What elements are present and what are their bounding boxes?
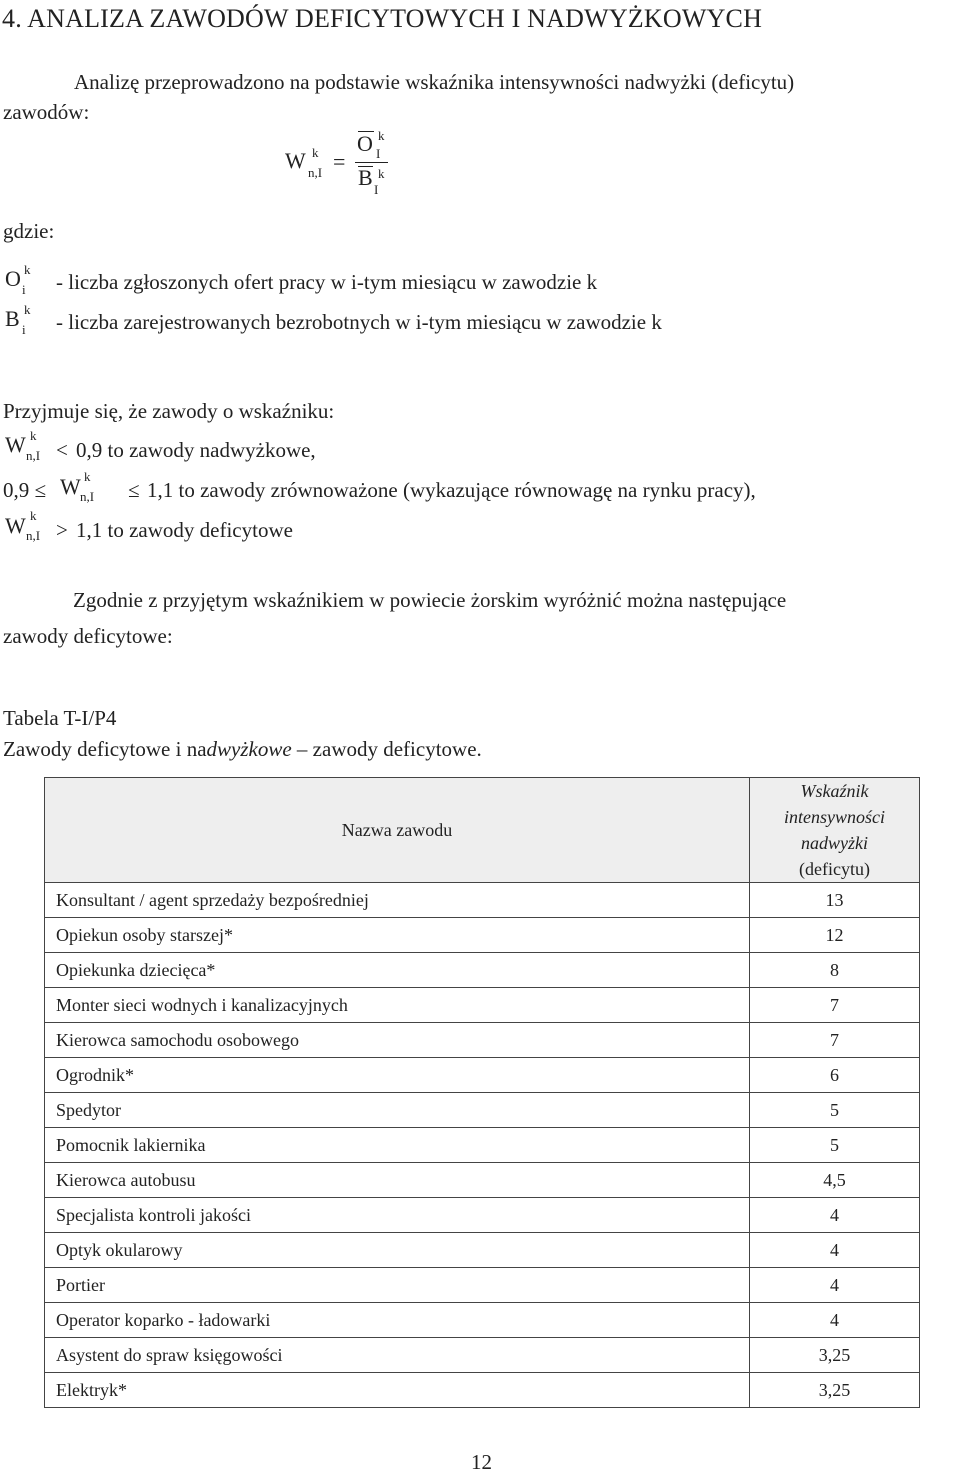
conclusion-text-continued: zawody deficytowe: bbox=[3, 624, 173, 648]
intro-text-continued: zawodów: bbox=[3, 100, 90, 124]
condition-subscript: n,I bbox=[26, 528, 41, 543]
index-value: 4 bbox=[750, 1233, 920, 1268]
occupation-name: Kierowca samochodu osobowego bbox=[45, 1023, 750, 1058]
condition-symbol: W bbox=[5, 432, 26, 457]
definition-text: - liczba zarejestrowanych bezrobotnych w i-tym miesiącu w zawodzie k bbox=[56, 310, 662, 334]
column-header-index-line: nadwyżki bbox=[801, 833, 868, 853]
formula-lhs-symbol: W bbox=[285, 148, 306, 173]
index-value: 12 bbox=[750, 918, 920, 953]
conclusion-text: Zgodnie z przyjętym wskaźnikiem w powiecie żorskim wyróżnić można następujące bbox=[73, 588, 787, 612]
formula-equals: = bbox=[333, 149, 346, 174]
gdzie-label: gdzie: bbox=[3, 219, 55, 243]
formula-numerator-subscript: I bbox=[376, 146, 381, 161]
occupation-name: Specjalista kontroli jakości bbox=[45, 1198, 750, 1233]
occupation-name: Konsultant / agent sprzedaży bezpośredniej bbox=[45, 883, 750, 918]
condition-text: 1,1 to zawody deficytowe bbox=[76, 518, 293, 542]
definition-superscript: k bbox=[24, 302, 31, 317]
definition-subscript: i bbox=[22, 282, 26, 297]
index-value: 13 bbox=[750, 883, 920, 918]
condition-subscript: n,I bbox=[26, 448, 41, 463]
index-value: 4 bbox=[750, 1198, 920, 1233]
condition-text: 1,1 to zawody zrównoważone (wykazujące równowagę na rynku pracy), bbox=[147, 478, 756, 502]
formula-denominator-bar bbox=[358, 166, 373, 167]
formula-fraction-line bbox=[355, 162, 388, 163]
intro-text: Analizę przeprowadzono na podstawie wskaźnika intensywności nadwyżki (deficytu) bbox=[74, 70, 795, 94]
condition-superscript: k bbox=[84, 469, 91, 484]
condition-superscript: k bbox=[30, 508, 37, 523]
condition-operator: < bbox=[56, 438, 68, 462]
definition-subscript: i bbox=[22, 322, 26, 337]
column-header-name: Nazwa zawodu bbox=[45, 778, 750, 883]
column-header-index-last: (deficytu) bbox=[799, 859, 870, 879]
column-header-index-line: Wskaźnik bbox=[800, 781, 869, 801]
occupation-name: Portier bbox=[45, 1268, 750, 1303]
occupation-name: Opiekunka dziecięca* bbox=[45, 953, 750, 988]
condition-symbol: W bbox=[5, 513, 26, 538]
table-row bbox=[45, 1303, 920, 1338]
formula-numerator-bar bbox=[358, 131, 374, 132]
table-row bbox=[45, 953, 920, 988]
table-caption bbox=[3, 737, 482, 762]
table-label: Tabela T-I/P4 bbox=[3, 706, 117, 730]
table-row bbox=[45, 1233, 920, 1268]
occupation-name: Opiekun osoby starszej* bbox=[45, 918, 750, 953]
table-row bbox=[45, 1198, 920, 1233]
table-row bbox=[45, 1023, 920, 1058]
occupation-name: Optyk okularowy bbox=[45, 1233, 750, 1268]
condition-text: 0,9 to zawody nadwyżkowe, bbox=[76, 438, 316, 462]
occupation-name: Spedytor bbox=[45, 1093, 750, 1128]
table-caption-part: Zawody deficytowe i na bbox=[3, 737, 207, 761]
condition-operator: > bbox=[56, 518, 68, 542]
definition-superscript: k bbox=[24, 262, 31, 277]
table-row bbox=[45, 918, 920, 953]
table-row bbox=[45, 1128, 920, 1163]
occupation-name: Asystent do spraw księgowości bbox=[45, 1338, 750, 1373]
index-value: 3,25 bbox=[750, 1373, 920, 1408]
definition-symbol: O bbox=[5, 266, 21, 291]
definition-symbol: B bbox=[5, 306, 20, 331]
occupation-name: Ogrodnik* bbox=[45, 1058, 750, 1093]
index-value: 8 bbox=[750, 953, 920, 988]
index-value: 7 bbox=[750, 988, 920, 1023]
page-number: 12 bbox=[471, 1450, 492, 1474]
formula-lhs-superscript: k bbox=[312, 145, 319, 160]
formula-denominator-subscript: I bbox=[374, 182, 379, 197]
index-value: 3,25 bbox=[750, 1338, 920, 1373]
table-row bbox=[45, 1163, 920, 1198]
formula-denominator-superscript: k bbox=[378, 166, 385, 181]
column-header-index-line: intensywności bbox=[784, 807, 885, 827]
formula-lhs-subscript: n,I bbox=[308, 165, 323, 180]
condition-symbol: W bbox=[60, 474, 81, 499]
table-row bbox=[45, 1058, 920, 1093]
table-caption-italic-part: dwyżkowe bbox=[206, 737, 292, 761]
occupation-name: Elektryk* bbox=[45, 1373, 750, 1408]
table-row bbox=[45, 988, 920, 1023]
section-heading: 4. ANALIZA ZAWODÓW DEFICYTOWYCH I NADWYŻKOWYCH bbox=[2, 4, 763, 33]
index-value: 4 bbox=[750, 1303, 920, 1338]
condition-operator: ≤ bbox=[128, 478, 140, 502]
formula-numerator-symbol: O bbox=[357, 131, 373, 156]
table-row bbox=[45, 1373, 920, 1408]
deficit-occupations-table bbox=[44, 777, 920, 1408]
occupation-name: Operator koparko - ładowarki bbox=[45, 1303, 750, 1338]
index-value: 6 bbox=[750, 1058, 920, 1093]
occupation-name: Pomocnik lakiernika bbox=[45, 1128, 750, 1163]
index-value: 5 bbox=[750, 1128, 920, 1163]
table-caption-part: – zawody deficytowe. bbox=[291, 737, 482, 761]
table-row bbox=[45, 1093, 920, 1128]
index-value: 4,5 bbox=[750, 1163, 920, 1198]
table-header-row bbox=[45, 778, 920, 883]
definition-text: - liczba zgłoszonych ofert pracy w i-tym miesiącu w zawodzie k bbox=[56, 270, 598, 294]
column-header-index bbox=[750, 778, 920, 883]
condition-subscript: n,I bbox=[80, 489, 95, 504]
index-value: 7 bbox=[750, 1023, 920, 1058]
condition-superscript: k bbox=[30, 428, 37, 443]
condition-prefix: 0,9 ≤ bbox=[3, 478, 47, 502]
formula-numerator-superscript: k bbox=[378, 128, 385, 143]
occupation-name: Kierowca autobusu bbox=[45, 1163, 750, 1198]
formula-denominator-symbol: B bbox=[358, 165, 373, 190]
assumption-intro: Przyjmuje się, że zawody o wskaźniku: bbox=[3, 399, 335, 423]
occupation-name: Monter sieci wodnych i kanalizacyjnych bbox=[45, 988, 750, 1023]
index-value: 5 bbox=[750, 1093, 920, 1128]
table-row bbox=[45, 1268, 920, 1303]
index-value: 4 bbox=[750, 1268, 920, 1303]
table-row bbox=[45, 883, 920, 918]
table-row bbox=[45, 1338, 920, 1373]
